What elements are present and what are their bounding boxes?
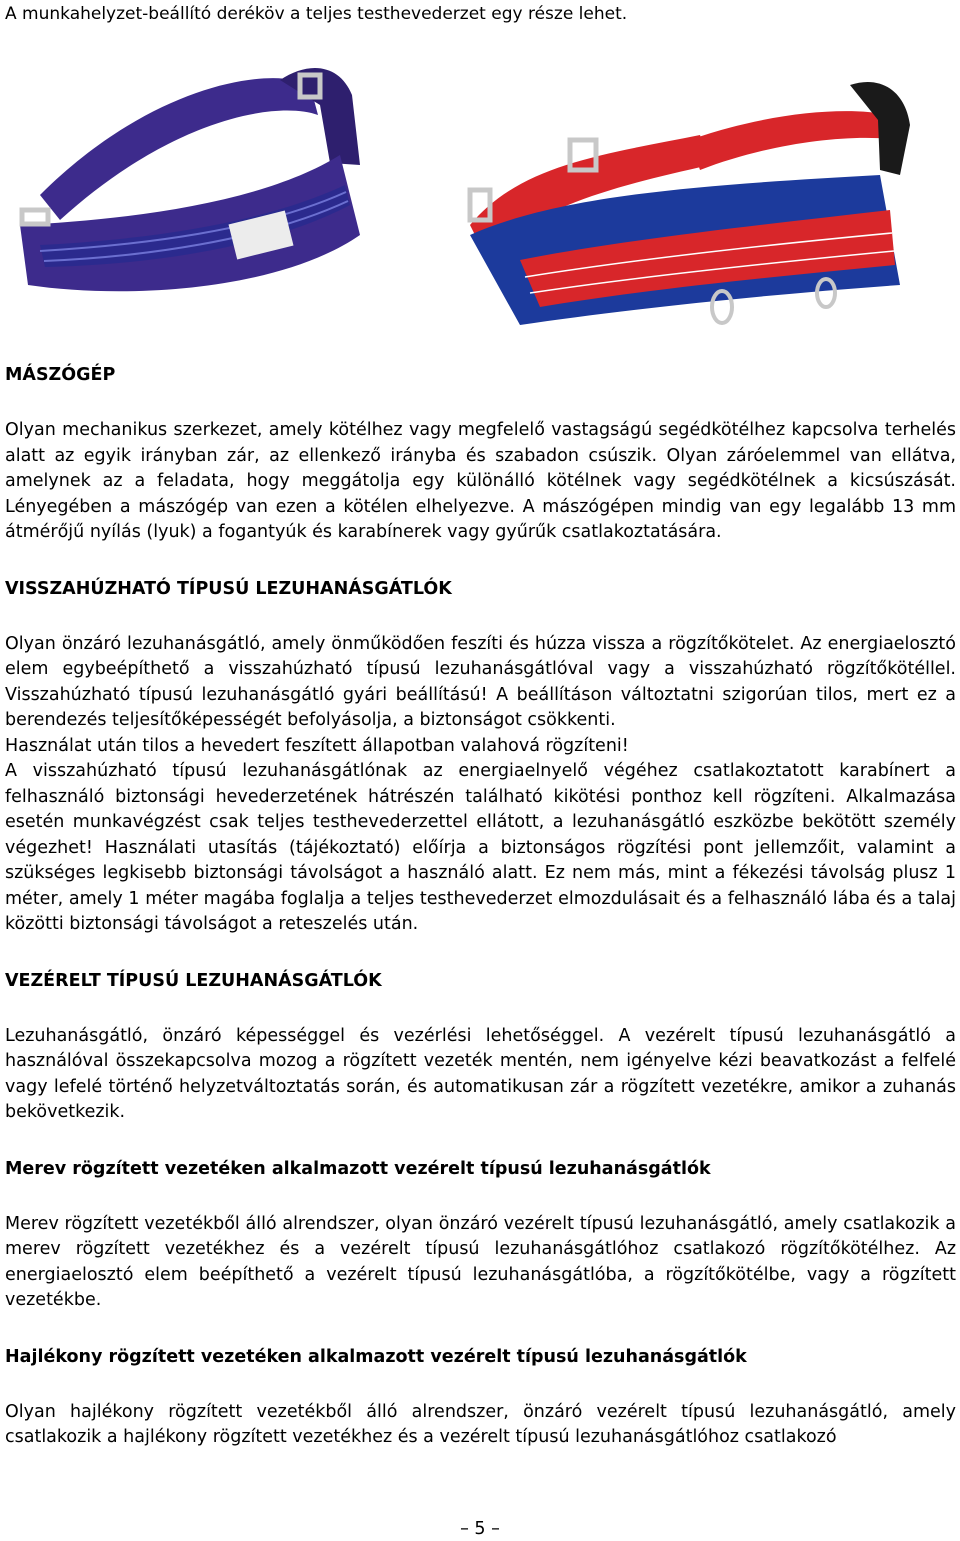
heading-hajlekony: Hajlékony rögzített vezetéken alkalmazott vezérelt típusú lezuhanásgátlók <box>5 1346 747 1367</box>
paragraph-hajlekony: Olyan hajlékony rögzített vezetékből álló alrendszer, önzáró vezérelt típusú lezuhanásgátló, amely csatlakozik a hajlékony rögzített vezetékhez és a vezérelt típusú lezuhanásgátlóhoz csatlakozó <box>5 1401 956 1447</box>
purple-belt-image <box>20 68 360 291</box>
red-blue-belt-image <box>470 82 910 325</box>
paragraph-vezerelt: Lezuhanásgátló, önzáró képességgel és vezérlési lehetőséggel. A vezérelt típusú lezuhanásgátló a használóval összekapcsolva mozog a rögzített vezeték mentén, nem igényelve kézi beavatkozást a felfelé vagy lefelé történő helyzetváltoztatás során, és automatikusan zár a rögzített vezetékre, amikor a zuhanás bekövetkezik. <box>5 1025 956 1122</box>
belt-photo <box>0 45 960 335</box>
paragraph-visszahuzhato-2: Használat után tilos a hevedert feszített állapotban valahová rögzíteni! <box>5 735 629 756</box>
paragraph-visszahuzhato-1: Olyan önzáró lezuhanásgátló, amely önműködően feszíti és húzza vissza a rögzítőkötelet. Az energiaelosztó elem egybeépíthető a visszahúzható típusú lezuhanásgátlóval vagy a visszahúzható rögzítőkötéllel. Visszahúzható típusú lezuhanásgátló gyári beállítású! A beállításon változtatni szigorúan tilos, mert ez a berendezés teljesítőképességét befolyásolja, a biztonságot csökkenti. <box>5 633 956 730</box>
paragraph-merev: Merev rögzített vezetékből álló alrendszer, olyan önzáró vezérelt típusú lezuhanásgátló, amely csatlakozik a merev rögzített vezetékhez és a vezérelt típusú lezuhanásgátlóhoz csatlakozó rögzítőkötélhez. Az energiaelosztó elem beépíthető a vezérelt típusú lezuhanásgátlóba, a rögzítőkötélbe, vagy a rögzített vezetékbe. <box>5 1213 956 1310</box>
heading-maszogep: MÁSZÓGÉP <box>5 365 116 385</box>
heading-visszahuzhato: VISSZAHÚZHATÓ TÍPUSÚ LEZUHANÁSGÁTLÓK <box>5 578 452 599</box>
intro-text: A munkahelyzet-beállító deréköv a teljes testhevederzet egy része lehet. <box>5 4 628 24</box>
page-number: – 5 – <box>460 1519 500 1539</box>
paragraph-visszahuzhato-3: A visszahúzható típusú lezuhanásgátlónak az energiaelnyelő végéhez csatlakoztatott karabínert a felhasználó biztonsági hevederzetének hátrészén található kikötési ponthoz kell rögzíteni. Alkalmazása esetén munkavégzést csak teljes testhevederzettel ellátott, a lezuhanásgátló eszközbe bekötött személy végezhet! Használati utasítás (tájékoztató) előírja a biztonságos rögzítési pont jellemzőit, valamint a szükséges legkisebb biztonsági távolságot a használó alatt. Ez nem más, mint a fékezési távolság plusz 1 méter, amely 1 méter magába foglalja a teljes testhevederzet elmozdulásait és a felhasználó lába és a talaj közötti biztonsági távolságot a reteszelés után. <box>5 761 956 934</box>
document-body <box>5 362 956 1451</box>
paragraph-maszogep: Olyan mechanikus szerkezet, amely kötélhez vagy megfelelő vastagságú segédkötélhez kapcsolva terhelés alatt az egyik irányban zár, az ellenkező irányba és szabadon csúszik. Olyan záróelemmel van ellátva, amelynek az a feladata, hogy meggátolja egy különálló kötélnek vagy segédkötélnek a kicsúszását. Lényegében a mászógép van ezen a kötélen elhelyezve. A mászógépen mindig van egy legalább 13 mm átmérőjű nyílás (lyuk) a fogantyúk és karabínerek vagy gyűrűk csatlakoztatására. <box>5 420 956 542</box>
heading-vezerelt: VEZÉRELT TÍPUSÚ LEZUHANÁSGÁTLÓK <box>5 970 382 991</box>
heading-merev: Merev rögzített vezetéken alkalmazott vezérelt típusú lezuhanásgátlók <box>5 1158 711 1179</box>
